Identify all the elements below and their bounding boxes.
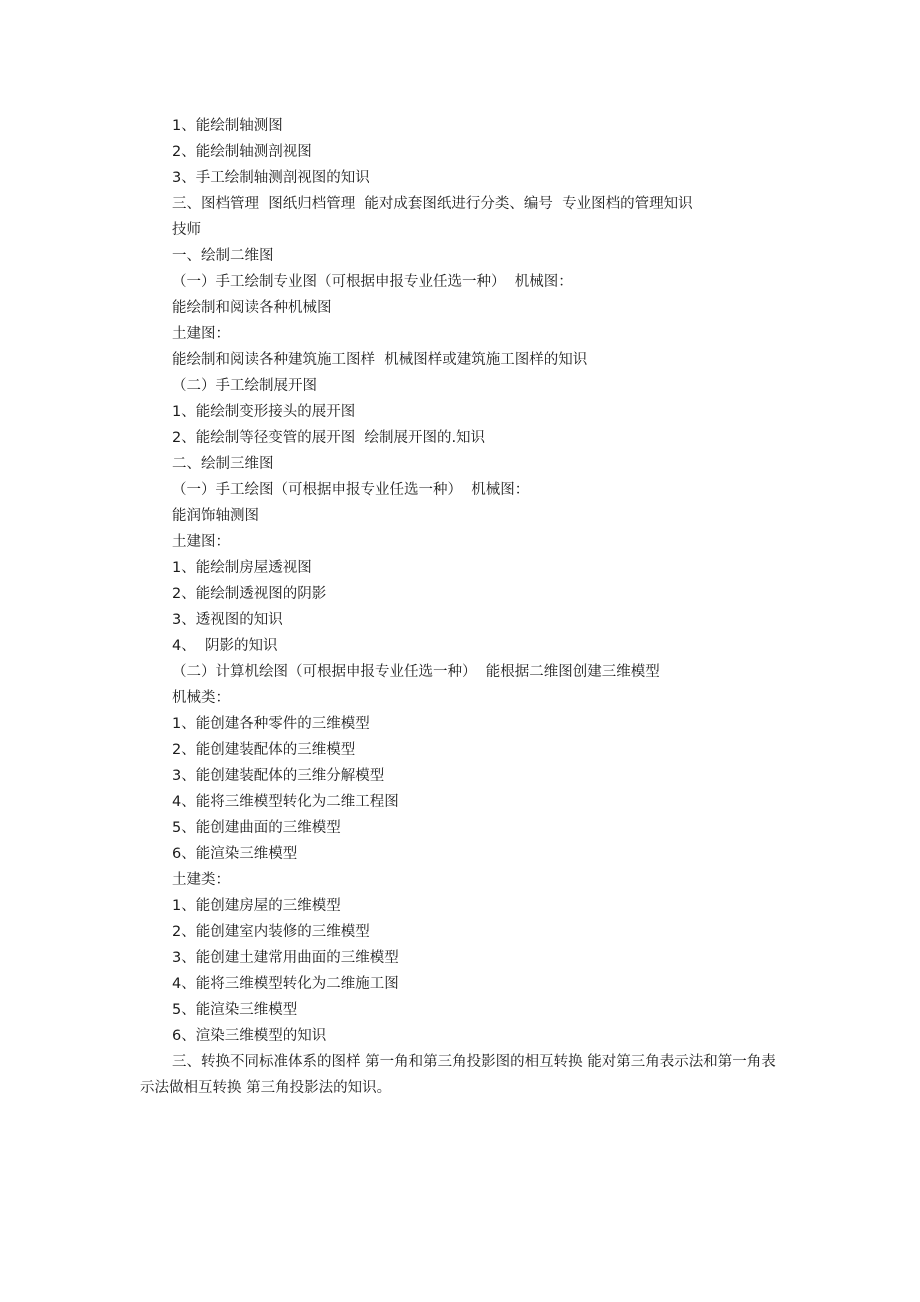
text-line: 土建图：: [172, 534, 230, 550]
text-line: 3、透视图的知识: [172, 612, 283, 628]
document-body: [140, 113, 790, 1101]
text-line: 1、能绘制房屋透视图: [172, 560, 312, 576]
text-line: 4、能将三维模型转化为二维施工图: [172, 976, 399, 992]
text-line: 机械类：: [172, 690, 230, 706]
section-heading: 二、绘制三维图: [172, 456, 274, 472]
text-line: 1、能绘制变形接头的展开图: [172, 404, 356, 420]
text-line: 1、能创建各种零件的三维模型: [172, 716, 370, 732]
text-line: 能绘制和阅读各种机械图: [172, 300, 332, 316]
text-line: 5、能创建曲面的三维模型: [172, 820, 341, 836]
subsection-heading: （二）计算机绘图（可根据申报专业任选一种） 能根据二维图创建三维模型: [172, 664, 660, 680]
text-line: 3、手工绘制轴测剖视图的知识: [172, 170, 370, 186]
text-line: 能润饰轴测图: [172, 508, 259, 524]
final-paragraph: 三、转换不同标准体系的图样 第一角和第三角投影图的相互转换 能对第三角表示法和第一角表示法做相互转换 第三角投影法的知识。: [140, 1054, 776, 1096]
text-line: 6、渲染三维模型的知识: [172, 1028, 327, 1044]
level-heading: 技师: [172, 222, 201, 238]
subsection-heading: （一）手工绘制专业图（可根据申报专业任选一种） 机械图：: [172, 274, 573, 290]
subsection-heading: （一）手工绘图（可根据申报专业任选一种） 机械图：: [172, 482, 530, 498]
text-line: 2、能绘制等径变管的展开图 绘制展开图的.知识: [172, 430, 486, 446]
subsection-heading: （二）手工绘制展开图: [172, 378, 317, 394]
text-line: 1、能绘制轴测图: [172, 118, 283, 134]
text-line: 2、能绘制透视图的阴影: [172, 586, 327, 602]
text-line: 5、能渲染三维模型: [172, 1002, 298, 1018]
text-line: 4、能将三维模型转化为二维工程图: [172, 794, 399, 810]
text-line: 土建类：: [172, 872, 230, 888]
text-line: 3、能创建土建常用曲面的三维模型: [172, 950, 399, 966]
text-line: 2、能创建室内装修的三维模型: [172, 924, 370, 940]
text-line: 6、能渲染三维模型: [172, 846, 298, 862]
text-line: 3、能创建装配体的三维分解模型: [172, 768, 385, 784]
section-heading: 一、绘制二维图: [172, 248, 274, 264]
text-line: 能绘制和阅读各种建筑施工图样 机械图样或建筑施工图样的知识: [172, 352, 588, 368]
text-line: 4、 阴影的知识: [172, 638, 278, 654]
text-line: 1、能创建房屋的三维模型: [172, 898, 341, 914]
text-line: 2、能创建装配体的三维模型: [172, 742, 356, 758]
text-line: 2、能绘制轴测剖视图: [172, 144, 312, 160]
text-line: 土建图：: [172, 326, 230, 342]
section-heading: 三、图档管理 图纸归档管理 能对成套图纸进行分类、编号 专业图档的管理知识: [172, 196, 693, 212]
